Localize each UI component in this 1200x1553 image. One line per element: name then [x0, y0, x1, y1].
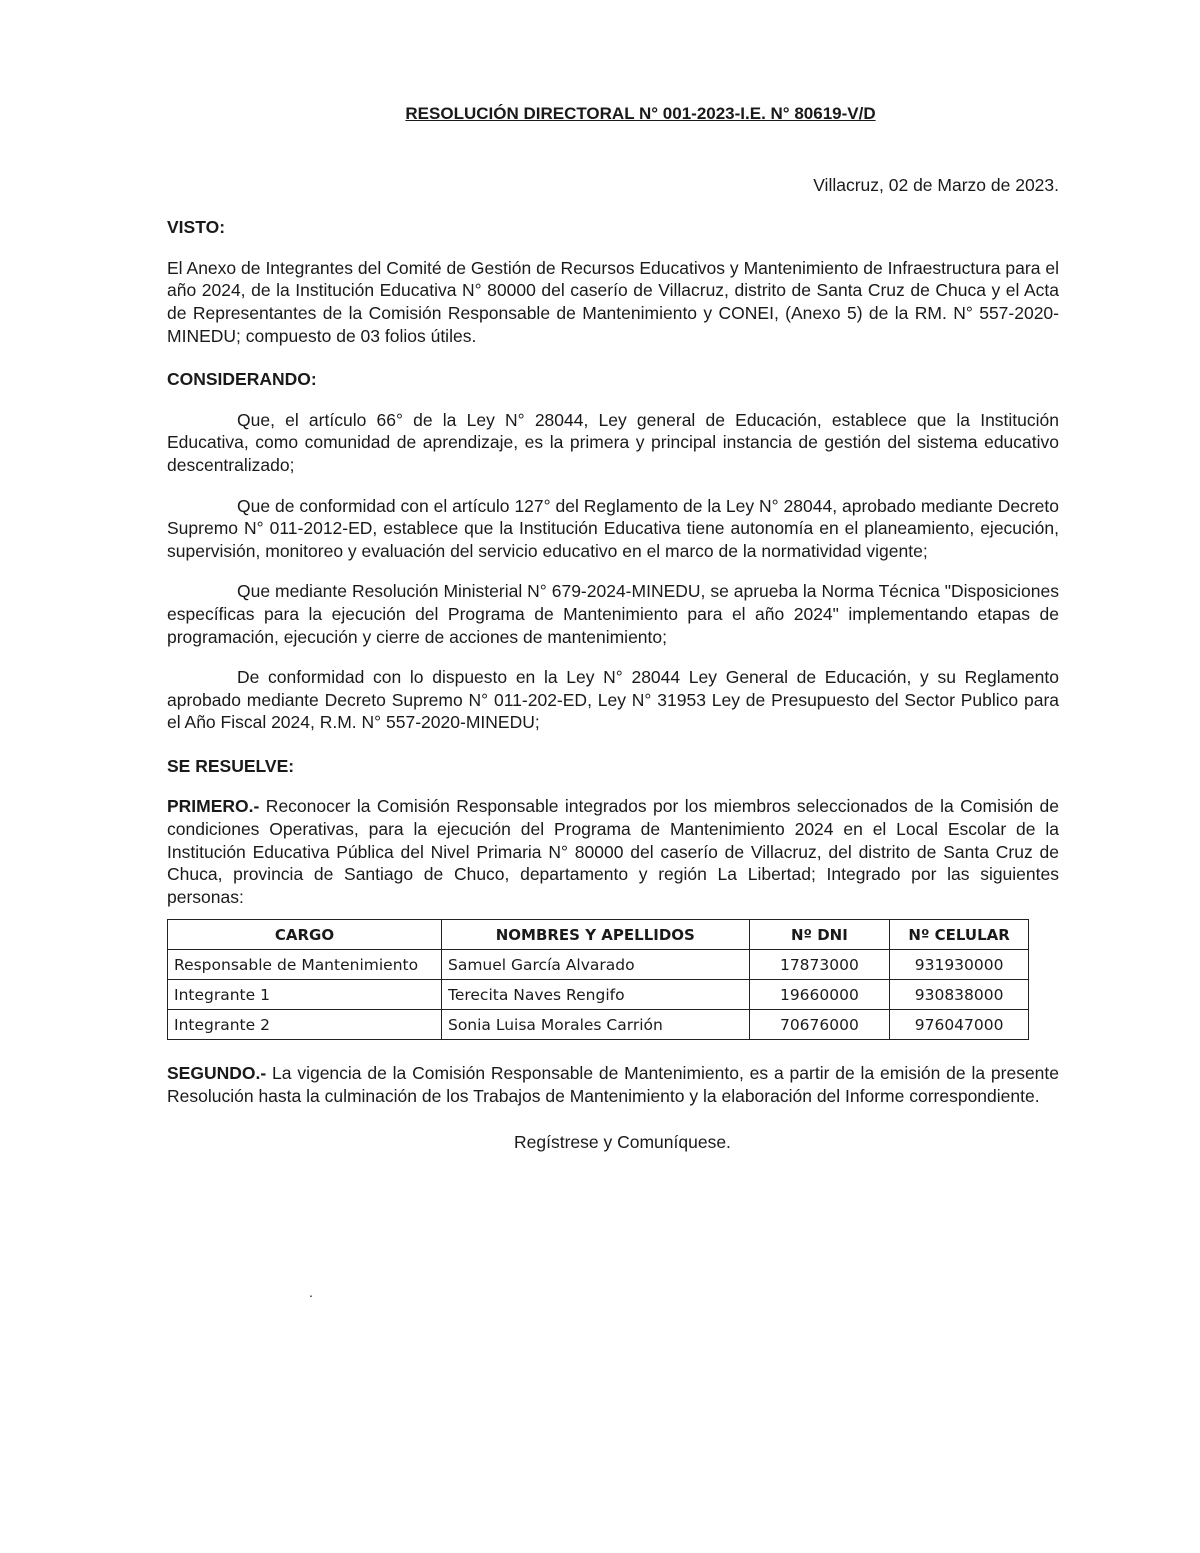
- cell-cargo: Integrante 2: [168, 1010, 442, 1040]
- cell-celular: 976047000: [890, 1010, 1029, 1040]
- primero-label: PRIMERO.-: [167, 796, 260, 817]
- cell-celular: 930838000: [890, 980, 1029, 1010]
- considerando-paragraph-1: Que, el artículo 66° de la Ley N° 28044, Ley general de Educación, establece que la Institución Educativa, como comunidad de aprendizaje, es la primera y principal instancia de gestión del sistema educativo descentralizado;: [167, 409, 1059, 475]
- cell-nombre: Sonia Luisa Morales Carrión: [441, 1010, 749, 1040]
- document-body: [167, 100, 1059, 1171]
- table-header-row: [168, 920, 1029, 950]
- visto-paragraph: El Anexo de Integrantes del Comité de Gestión de Recursos Educativos y Mantenimiento de Infraestructura para el año 2024, de la Institución Educativa N° 80000 del caserío de Villacruz, distrito de Santa Cruz de Chuca y el Acta de Representantes de la Comisión Responsable de Mantenimiento y CONEI, (Anexo 5) de la RM. N° 557-2020-MINEDU; compuesto de 03 folios útiles.: [167, 257, 1059, 346]
- cell-dni: 19660000: [749, 980, 890, 1010]
- header-celular: Nº CELULAR: [890, 920, 1029, 950]
- closing-line: Regístrese y Comuníquese.: [514, 1131, 731, 1152]
- considerando-paragraph-4: De conformidad con lo dispuesto en la Ley N° 28044 Ley General de Educación, y su Reglamento aprobado mediante Decreto Supremo N° 011-202-ED, Ley N° 31953 Ley de Presupuesto del Sector Publico para el Año Fiscal 2024, R.M. N° 557-2020-MINEDU;: [167, 667, 1059, 733]
- cell-nombre: Terecita Naves Rengifo: [441, 980, 749, 1010]
- primero-paragraph: [167, 795, 1059, 908]
- cell-celular: 931930000: [890, 950, 1029, 980]
- header-dni: Nº DNI: [749, 920, 890, 950]
- visto-heading: VISTO:: [167, 217, 226, 238]
- header-cargo: CARGO: [168, 920, 442, 950]
- table-row: [168, 980, 1029, 1010]
- cell-dni: 70676000: [749, 1010, 890, 1040]
- considerando-heading: CONSIDERANDO:: [167, 369, 317, 390]
- cell-cargo: Integrante 1: [168, 980, 442, 1010]
- segundo-paragraph: [167, 1062, 1059, 1107]
- cell-dni: 17873000: [749, 950, 890, 980]
- table-row: [168, 1010, 1029, 1040]
- stray-mark: .: [309, 1284, 313, 1300]
- resolution-title: RESOLUCIÓN DIRECTORAL N° 001-2023-I.E. N° 80619-V/D: [405, 104, 876, 123]
- resuelve-heading: SE RESUELVE:: [167, 755, 295, 776]
- segundo-text: La vigencia de la Comisión Responsable de Mantenimiento, es a partir de la emisión de la presente Resolución hasta la culminación de los Trabajos de Mantenimiento y la elaboración del Informe correspondiente.: [167, 1063, 1059, 1107]
- considerando-paragraph-3: Que mediante Resolución Ministerial N° 679-2024-MINEDU, se aprueba la Norma Técnica "Disposiciones específicas para la ejecución del Programa de Mantenimiento para el año 2024" implementando etapas de programación, ejecución y cierre de acciones de mantenimiento;: [167, 581, 1059, 647]
- commission-members-table: [167, 919, 1029, 1040]
- considerando-paragraph-2: Que de conformidad con el artículo 127° del Reglamento de la Ley N° 28044, aprobado mediante Decreto Supremo N° 011-2012-ED, establece que la Institución Educativa tiene autonomía en el planeamiento, ejecución, supervisión, monitoreo y evaluación del servicio educativo en el marco de la normatividad vigente;: [167, 495, 1059, 561]
- date-line: Villacruz, 02 de Marzo de 2023.: [813, 174, 1059, 195]
- header-nombres: NOMBRES Y APELLIDOS: [441, 920, 749, 950]
- table-row: [168, 950, 1029, 980]
- cell-cargo: Responsable de Mantenimiento: [168, 950, 442, 980]
- segundo-label: SEGUNDO.-: [167, 1063, 267, 1084]
- primero-text: Reconocer la Comisión Responsable integrados por los miembros seleccionados de la Comisión de condiciones Operativas, para la ejecución del Programa de Mantenimiento 2024 en el Local Escolar de la Institución Educativa Pública del Nivel Primaria N° 80000 del caserío de Villacruz, del distrito de Santa Cruz de Chuca, provincia de Santiago de Chuco, departamento y región La Libertad; Integrado por las siguientes personas:: [167, 796, 1059, 907]
- cell-nombre: Samuel García Alvarado: [441, 950, 749, 980]
